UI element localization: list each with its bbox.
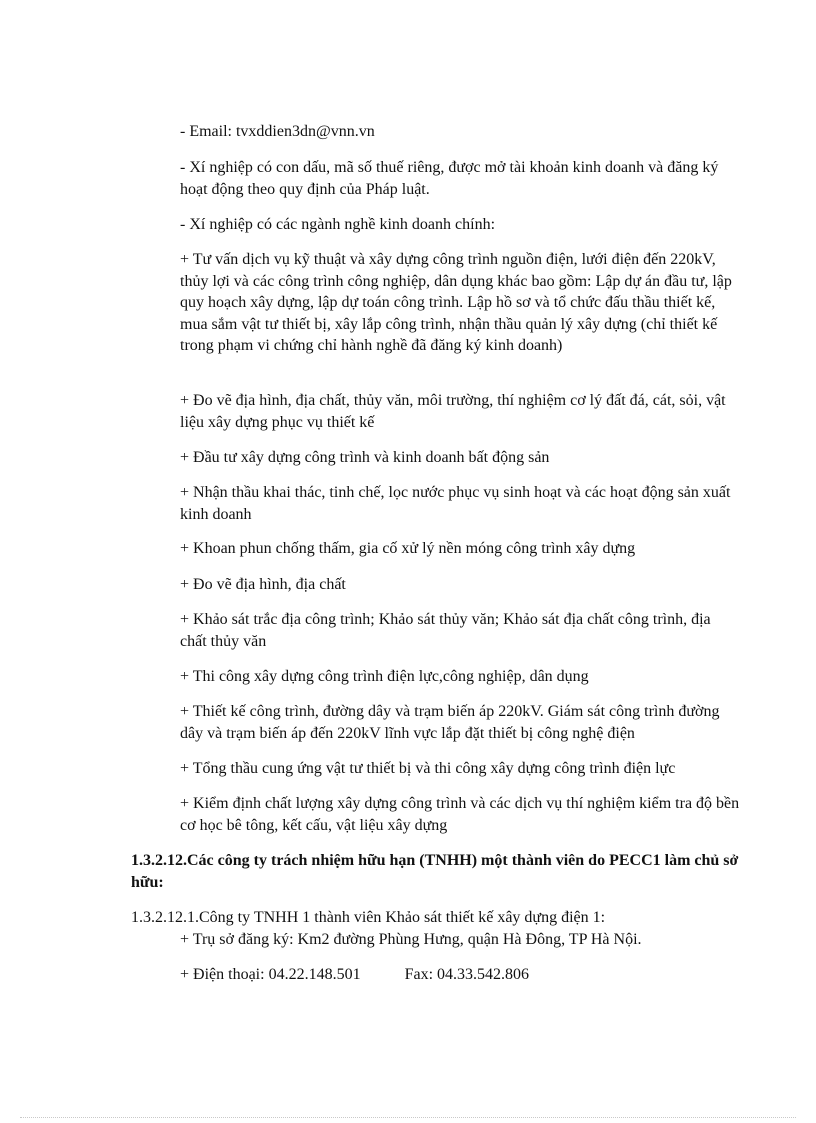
list-item: + Tổng thầu cung ứng vật tư thiết bị và thi công xây dựng công trình điện lực — [180, 760, 676, 777]
fax-text: Fax: 04.33.542.806 — [404, 966, 530, 983]
list-item: + Thiết kế công trình, đường dây và trạm biến áp 220kV. Giám sát công trình đường dây và trạm biến áp đến 220kV lĩnh vực lắp đặt thiết bị công nghệ điện — [180, 703, 720, 742]
list-item: + Đo vẽ địa hình, địa chất — [180, 576, 346, 593]
list-item: + Khoan phun chống thấm, gia cố xử lý nền móng công trình xây dựng — [180, 540, 636, 557]
email-line: - Email: tvxddien3dn@vnn.vn — [180, 123, 375, 140]
contact-line — [180, 964, 740, 986]
paragraph-business-lines-intro: - Xí nghiệp có các ngành nghề kinh doanh chính: — [180, 216, 496, 233]
subsection-heading: 1.3.2.12.1.Công ty TNHH 1 thành viên Khảo sát thiết kế xây dựng điện 1: — [131, 909, 606, 926]
list-item: + Đo vẽ địa hình, địa chất, thủy văn, môi trường, thí nghiệm cơ lý đất đá, cát, sỏi, vật liệu xây dựng phục vụ thiết kế — [180, 392, 726, 431]
phone-text: + Điện thoại: 04.22.148.501 — [180, 966, 361, 983]
section-heading: 1.3.2.12.Các công ty trách nhiệm hữu hạn (TNHH) một thành viên do PECC1 làm chủ sở hữu: — [131, 852, 739, 891]
page-bottom-divider — [20, 1117, 796, 1118]
list-item: + Nhận thầu khai thác, tinh chế, lọc nước phục vụ sinh hoạt và các hoạt động sản xuất kinh doanh — [180, 484, 731, 523]
paragraph-seal-tax: - Xí nghiệp có con dấu, mã số thuế riêng, được mở tài khoản kinh doanh và đăng ký hoạt động theo quy định của Pháp luật. — [180, 159, 719, 198]
list-item: + Tư vấn dịch vụ kỹ thuật và xây dựng công trình nguồn điện, lưới điện đến 220kV, thủy lợi và các công trình công nghiệp, dân dụng khác bao gồm: Lập dự án đầu tư, lập quy hoạch xây dựng, lập dự toán công trình. Lập hồ sơ và tổ chức đấu thầu thiết kế, mua sắm vật tư thiết bị, xây lắp công trình, nhận thầu quản lý xây dựng (chỉ thiết kế trong phạm vi chứng chỉ hành nghề đã đăng ký kinh doanh) — [180, 251, 732, 354]
list-item: + Khảo sát trắc địa công trình; Khảo sát thủy văn; Khảo sát địa chất công trình, địa chất thủy văn — [180, 611, 711, 650]
list-item: + Thi công xây dựng công trình điện lực,công nghiệp, dân dụng — [180, 668, 589, 685]
list-item: + Kiểm định chất lượng xây dựng công trình và các dịch vụ thí nghiệm kiểm tra độ bền cơ học bê tông, kết cấu, vật liệu xây dựng — [180, 795, 740, 834]
list-item: + Đầu tư xây dựng công trình và kinh doanh bất động sản — [180, 449, 550, 466]
address-line: + Trụ sở đăng ký: Km2 đường Phùng Hưng, quận Hà Đông, TP Hà Nội. — [180, 931, 642, 948]
